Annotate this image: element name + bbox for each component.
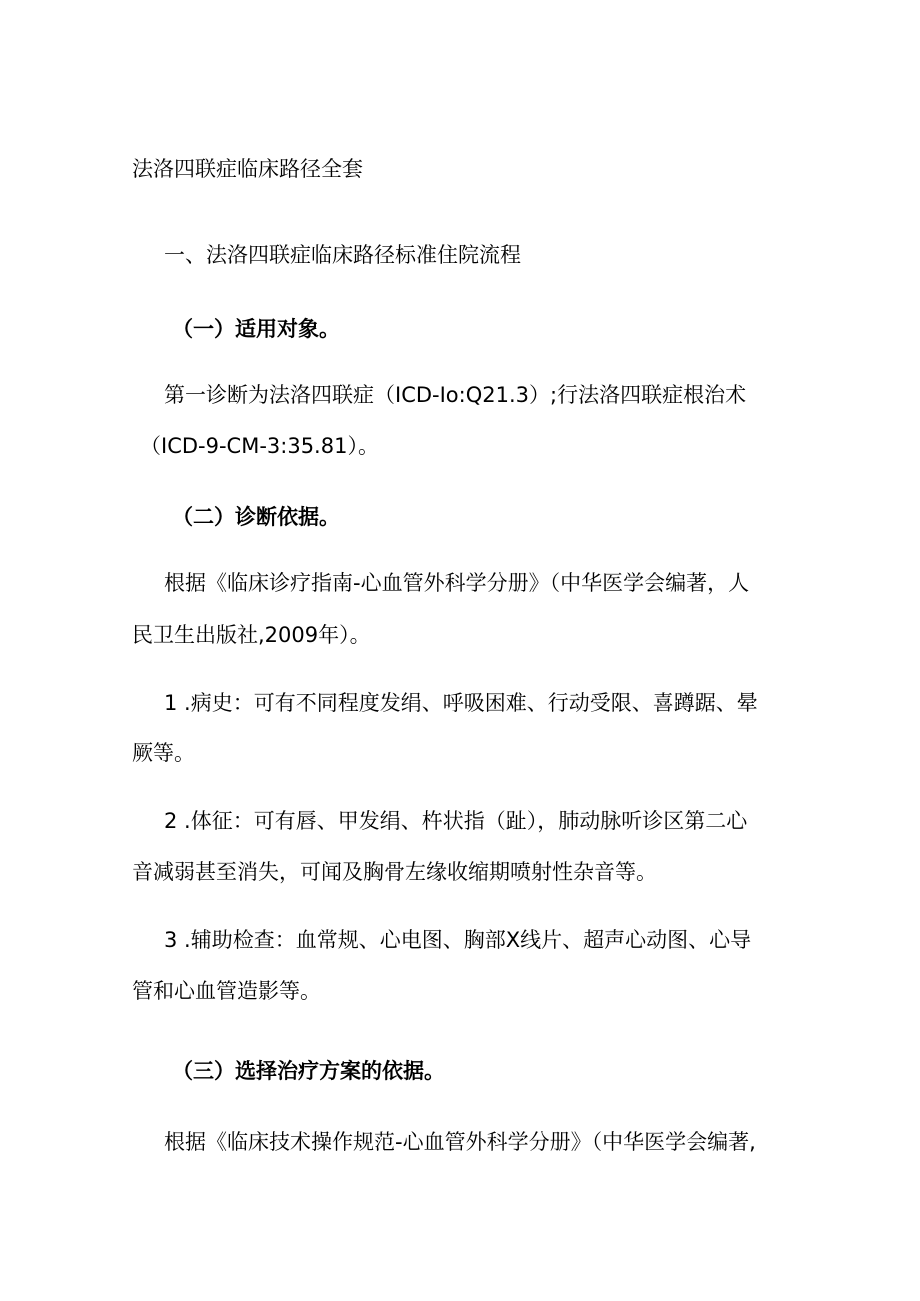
paragraph-line: 根据《临床技术操作规范-心血管外科学分册》（中华医学会编著, bbox=[164, 1130, 756, 1154]
subsection-heading-treatment-basis: （三）选择治疗方案的依据。 bbox=[172, 1059, 445, 1083]
paragraph-line: 民卫生出版社,2009年）。 bbox=[132, 623, 371, 647]
paragraph-line: 第一诊断为法洛四联症（ICD-Io:Q21.3）;行法洛四联症根治术 bbox=[164, 383, 747, 407]
paragraph-line: 根据《临床诊疗指南-心血管外科学分册》（中华医学会编著，人 bbox=[164, 571, 750, 595]
list-item-continuation: 厥等。 bbox=[132, 741, 195, 765]
list-item-continuation: 音减弱甚至消失，可闻及胸骨左缘收缩期喷射性杂音等。 bbox=[132, 860, 657, 884]
list-item-continuation: 管和心血管造影等。 bbox=[132, 979, 321, 1003]
list-item-physical-signs: 2 .体征：可有唇、甲发绢、杵状指（趾），肺动脉听诊区第二心 bbox=[164, 809, 748, 833]
document-title: 法洛四联症临床路径全套 bbox=[132, 157, 363, 181]
paragraph-line: （ICD-9-CM-3:35.81）。 bbox=[140, 434, 379, 458]
section-heading-1: 一、法洛四联症临床路径标准住院流程 bbox=[164, 243, 521, 267]
list-item-auxiliary-exams: 3 .辅助检查：血常规、心电图、胸部X线片、超声心动图、心导 bbox=[164, 928, 752, 952]
list-item-medical-history: 1 .病史：可有不同程度发绢、呼吸困难、行动受限、喜蹲踞、晕 bbox=[164, 691, 758, 715]
subsection-heading-diagnosis-basis: （二）诊断依据。 bbox=[172, 505, 340, 529]
subsection-heading-applicable-objects: （一）适用对象。 bbox=[172, 317, 340, 341]
